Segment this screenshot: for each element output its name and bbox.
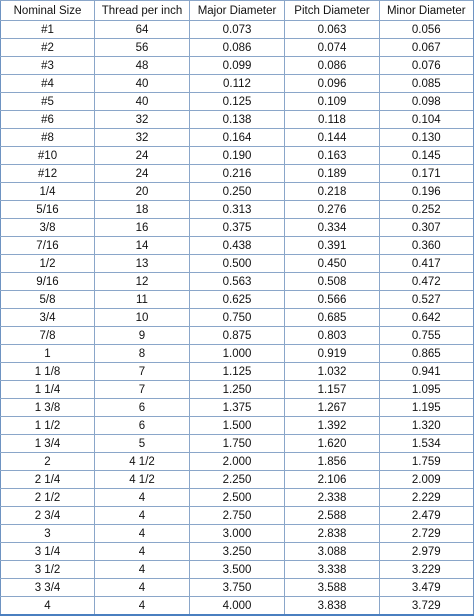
header-minor-diameter: Minor Diameter bbox=[380, 1, 474, 21]
minor-diameter-cell: 0.865 bbox=[380, 345, 474, 363]
nominal-size-cell: 3/8 bbox=[1, 219, 95, 237]
minor-diameter-cell: 1.759 bbox=[380, 453, 474, 471]
minor-diameter-cell: 2.729 bbox=[380, 525, 474, 543]
table-row bbox=[1, 453, 474, 471]
nominal-size-cell: 7/16 bbox=[1, 237, 95, 255]
table-row bbox=[1, 219, 474, 237]
pitch-diameter-cell: 0.063 bbox=[285, 21, 380, 39]
pitch-diameter-cell: 0.189 bbox=[285, 165, 380, 183]
nominal-size-cell: #12 bbox=[1, 165, 95, 183]
minor-diameter-cell: 0.076 bbox=[380, 57, 474, 75]
minor-diameter-cell: 0.642 bbox=[380, 309, 474, 327]
table-row bbox=[1, 21, 474, 39]
major-diameter-cell: 0.250 bbox=[190, 183, 285, 201]
nominal-size-cell: 2 1/2 bbox=[1, 489, 95, 507]
table-row bbox=[1, 381, 474, 399]
minor-diameter-cell: 0.941 bbox=[380, 363, 474, 381]
table-row bbox=[1, 273, 474, 291]
table-row bbox=[1, 201, 474, 219]
minor-diameter-cell: 0.104 bbox=[380, 111, 474, 129]
major-diameter-cell: 0.164 bbox=[190, 129, 285, 147]
minor-diameter-cell: 0.067 bbox=[380, 39, 474, 57]
thread-per-inch-cell: 32 bbox=[95, 111, 190, 129]
minor-diameter-cell: 0.196 bbox=[380, 183, 474, 201]
major-diameter-cell: 1.500 bbox=[190, 417, 285, 435]
table-row bbox=[1, 255, 474, 273]
thread-per-inch-cell: 4 1/2 bbox=[95, 453, 190, 471]
major-diameter-cell: 0.112 bbox=[190, 75, 285, 93]
nominal-size-cell: 3/4 bbox=[1, 309, 95, 327]
nominal-size-cell: 1/4 bbox=[1, 183, 95, 201]
thread-per-inch-cell: 8 bbox=[95, 345, 190, 363]
nominal-size-cell: #10 bbox=[1, 147, 95, 165]
major-diameter-cell: 1.375 bbox=[190, 399, 285, 417]
major-diameter-cell: 1.000 bbox=[190, 345, 285, 363]
header-thread-per-inch: Thread per inch bbox=[95, 1, 190, 21]
pitch-diameter-cell: 0.919 bbox=[285, 345, 380, 363]
thread-per-inch-cell: 4 bbox=[95, 579, 190, 597]
table-row bbox=[1, 417, 474, 435]
table-row bbox=[1, 435, 474, 453]
thread-per-inch-cell: 4 bbox=[95, 561, 190, 579]
pitch-diameter-cell: 0.803 bbox=[285, 327, 380, 345]
pitch-diameter-cell: 1.620 bbox=[285, 435, 380, 453]
major-diameter-cell: 1.125 bbox=[190, 363, 285, 381]
pitch-diameter-cell: 0.508 bbox=[285, 273, 380, 291]
minor-diameter-cell: 0.130 bbox=[380, 129, 474, 147]
major-diameter-cell: 0.750 bbox=[190, 309, 285, 327]
pitch-diameter-cell: 0.276 bbox=[285, 201, 380, 219]
thread-per-inch-cell: 20 bbox=[95, 183, 190, 201]
thread-per-inch-cell: 11 bbox=[95, 291, 190, 309]
thread-per-inch-cell: 10 bbox=[95, 309, 190, 327]
nominal-size-cell: 5/8 bbox=[1, 291, 95, 309]
pitch-diameter-cell: 0.118 bbox=[285, 111, 380, 129]
table-row bbox=[1, 57, 474, 75]
nominal-size-cell: 3 3/4 bbox=[1, 579, 95, 597]
header-row bbox=[1, 1, 474, 21]
thread-per-inch-cell: 9 bbox=[95, 327, 190, 345]
pitch-diameter-cell: 1.032 bbox=[285, 363, 380, 381]
minor-diameter-cell: 1.320 bbox=[380, 417, 474, 435]
table-row bbox=[1, 183, 474, 201]
major-diameter-cell: 0.625 bbox=[190, 291, 285, 309]
header-nominal-size: Nominal Size bbox=[1, 1, 95, 21]
thread-per-inch-cell: 40 bbox=[95, 75, 190, 93]
minor-diameter-cell: 1.195 bbox=[380, 399, 474, 417]
pitch-diameter-cell: 0.163 bbox=[285, 147, 380, 165]
minor-diameter-cell: 0.145 bbox=[380, 147, 474, 165]
nominal-size-cell: #6 bbox=[1, 111, 95, 129]
nominal-size-cell: 4 bbox=[1, 597, 95, 616]
nominal-size-cell: 1 1/2 bbox=[1, 417, 95, 435]
nominal-size-cell: 2 1/4 bbox=[1, 471, 95, 489]
minor-diameter-cell: 2.009 bbox=[380, 471, 474, 489]
table-row bbox=[1, 363, 474, 381]
thread-per-inch-cell: 7 bbox=[95, 381, 190, 399]
table-row bbox=[1, 237, 474, 255]
pitch-diameter-cell: 3.588 bbox=[285, 579, 380, 597]
pitch-diameter-cell: 0.685 bbox=[285, 309, 380, 327]
pitch-diameter-cell: 0.074 bbox=[285, 39, 380, 57]
table-header bbox=[1, 1, 474, 21]
table-row bbox=[1, 507, 474, 525]
table-row bbox=[1, 111, 474, 129]
major-diameter-cell: 0.073 bbox=[190, 21, 285, 39]
pitch-diameter-cell: 3.338 bbox=[285, 561, 380, 579]
major-diameter-cell: 3.500 bbox=[190, 561, 285, 579]
table-row bbox=[1, 327, 474, 345]
table-row bbox=[1, 309, 474, 327]
pitch-diameter-cell: 0.109 bbox=[285, 93, 380, 111]
major-diameter-cell: 2.750 bbox=[190, 507, 285, 525]
table-row bbox=[1, 129, 474, 147]
table-row bbox=[1, 345, 474, 363]
pitch-diameter-cell: 1.267 bbox=[285, 399, 380, 417]
table-row bbox=[1, 39, 474, 57]
minor-diameter-cell: 0.085 bbox=[380, 75, 474, 93]
minor-diameter-cell: 0.307 bbox=[380, 219, 474, 237]
minor-diameter-cell: 1.534 bbox=[380, 435, 474, 453]
pitch-diameter-cell: 0.566 bbox=[285, 291, 380, 309]
nominal-size-cell: 1/2 bbox=[1, 255, 95, 273]
nominal-size-cell: 3 1/2 bbox=[1, 561, 95, 579]
pitch-diameter-cell: 0.218 bbox=[285, 183, 380, 201]
nominal-size-cell: 9/16 bbox=[1, 273, 95, 291]
major-diameter-cell: 2.500 bbox=[190, 489, 285, 507]
nominal-size-cell: 7/8 bbox=[1, 327, 95, 345]
pitch-diameter-cell: 2.338 bbox=[285, 489, 380, 507]
minor-diameter-cell: 2.979 bbox=[380, 543, 474, 561]
nominal-size-cell: #1 bbox=[1, 21, 95, 39]
pitch-diameter-cell: 0.144 bbox=[285, 129, 380, 147]
thread-per-inch-cell: 40 bbox=[95, 93, 190, 111]
pitch-diameter-cell: 1.157 bbox=[285, 381, 380, 399]
nominal-size-cell: #5 bbox=[1, 93, 95, 111]
major-diameter-cell: 0.563 bbox=[190, 273, 285, 291]
table-row bbox=[1, 471, 474, 489]
major-diameter-cell: 3.000 bbox=[190, 525, 285, 543]
table-row bbox=[1, 165, 474, 183]
pitch-diameter-cell: 0.096 bbox=[285, 75, 380, 93]
major-diameter-cell: 0.125 bbox=[190, 93, 285, 111]
major-diameter-cell: 3.750 bbox=[190, 579, 285, 597]
nominal-size-cell: 1 bbox=[1, 345, 95, 363]
nominal-size-cell: 1 1/8 bbox=[1, 363, 95, 381]
thread-per-inch-cell: 14 bbox=[95, 237, 190, 255]
major-diameter-cell: 0.500 bbox=[190, 255, 285, 273]
major-diameter-cell: 0.216 bbox=[190, 165, 285, 183]
table-body bbox=[1, 21, 474, 616]
minor-diameter-cell: 1.095 bbox=[380, 381, 474, 399]
table-row bbox=[1, 75, 474, 93]
minor-diameter-cell: 0.098 bbox=[380, 93, 474, 111]
minor-diameter-cell: 0.056 bbox=[380, 21, 474, 39]
nominal-size-cell: 2 bbox=[1, 453, 95, 471]
minor-diameter-cell: 3.229 bbox=[380, 561, 474, 579]
table-row bbox=[1, 489, 474, 507]
nominal-size-cell: 3 bbox=[1, 525, 95, 543]
thread-per-inch-cell: 64 bbox=[95, 21, 190, 39]
thread-per-inch-cell: 4 bbox=[95, 507, 190, 525]
major-diameter-cell: 0.438 bbox=[190, 237, 285, 255]
major-diameter-cell: 2.250 bbox=[190, 471, 285, 489]
pitch-diameter-cell: 0.391 bbox=[285, 237, 380, 255]
thread-per-inch-cell: 4 1/2 bbox=[95, 471, 190, 489]
nominal-size-cell: 3 1/4 bbox=[1, 543, 95, 561]
thread-per-inch-cell: 18 bbox=[95, 201, 190, 219]
table-row bbox=[1, 525, 474, 543]
thread-per-inch-cell: 5 bbox=[95, 435, 190, 453]
pitch-diameter-cell: 0.334 bbox=[285, 219, 380, 237]
minor-diameter-cell: 2.229 bbox=[380, 489, 474, 507]
major-diameter-cell: 0.375 bbox=[190, 219, 285, 237]
minor-diameter-cell: 3.729 bbox=[380, 597, 474, 616]
pitch-diameter-cell: 2.838 bbox=[285, 525, 380, 543]
table-row bbox=[1, 93, 474, 111]
nominal-size-cell: #2 bbox=[1, 39, 95, 57]
table-row bbox=[1, 147, 474, 165]
thread-per-inch-cell: 24 bbox=[95, 165, 190, 183]
thread-per-inch-cell: 12 bbox=[95, 273, 190, 291]
thread-per-inch-cell: 32 bbox=[95, 129, 190, 147]
nominal-size-cell: #3 bbox=[1, 57, 95, 75]
nominal-size-cell: 1 1/4 bbox=[1, 381, 95, 399]
table-row bbox=[1, 579, 474, 597]
thread-per-inch-cell: 4 bbox=[95, 489, 190, 507]
table-row bbox=[1, 399, 474, 417]
nominal-size-cell: 1 3/8 bbox=[1, 399, 95, 417]
pitch-diameter-cell: 0.086 bbox=[285, 57, 380, 75]
major-diameter-cell: 1.750 bbox=[190, 435, 285, 453]
nominal-size-cell: 5/16 bbox=[1, 201, 95, 219]
major-diameter-cell: 0.138 bbox=[190, 111, 285, 129]
minor-diameter-cell: 0.755 bbox=[380, 327, 474, 345]
thread-per-inch-cell: 13 bbox=[95, 255, 190, 273]
header-pitch-diameter: Pitch Diameter bbox=[285, 1, 380, 21]
thread-per-inch-cell: 7 bbox=[95, 363, 190, 381]
major-diameter-cell: 1.250 bbox=[190, 381, 285, 399]
table-row bbox=[1, 291, 474, 309]
header-major-diameter: Major Diameter bbox=[190, 1, 285, 21]
pitch-diameter-cell: 1.856 bbox=[285, 453, 380, 471]
thread-per-inch-cell: 4 bbox=[95, 543, 190, 561]
minor-diameter-cell: 3.479 bbox=[380, 579, 474, 597]
minor-diameter-cell: 0.360 bbox=[380, 237, 474, 255]
major-diameter-cell: 0.313 bbox=[190, 201, 285, 219]
thread-per-inch-cell: 48 bbox=[95, 57, 190, 75]
thread-per-inch-cell: 4 bbox=[95, 525, 190, 543]
minor-diameter-cell: 0.417 bbox=[380, 255, 474, 273]
thread-per-inch-cell: 6 bbox=[95, 417, 190, 435]
minor-diameter-cell: 0.527 bbox=[380, 291, 474, 309]
minor-diameter-cell: 0.171 bbox=[380, 165, 474, 183]
major-diameter-cell: 0.086 bbox=[190, 39, 285, 57]
pitch-diameter-cell: 3.838 bbox=[285, 597, 380, 616]
minor-diameter-cell: 0.472 bbox=[380, 273, 474, 291]
major-diameter-cell: 0.190 bbox=[190, 147, 285, 165]
table-row bbox=[1, 543, 474, 561]
major-diameter-cell: 4.000 bbox=[190, 597, 285, 616]
nominal-size-cell: #8 bbox=[1, 129, 95, 147]
pitch-diameter-cell: 0.450 bbox=[285, 255, 380, 273]
major-diameter-cell: 3.250 bbox=[190, 543, 285, 561]
table-row bbox=[1, 561, 474, 579]
pitch-diameter-cell: 2.106 bbox=[285, 471, 380, 489]
major-diameter-cell: 0.099 bbox=[190, 57, 285, 75]
thread-per-inch-cell: 56 bbox=[95, 39, 190, 57]
thread-per-inch-cell: 24 bbox=[95, 147, 190, 165]
pitch-diameter-cell: 2.588 bbox=[285, 507, 380, 525]
nominal-size-cell: #4 bbox=[1, 75, 95, 93]
major-diameter-cell: 0.875 bbox=[190, 327, 285, 345]
thread-per-inch-cell: 6 bbox=[95, 399, 190, 417]
thread-per-inch-cell: 16 bbox=[95, 219, 190, 237]
thread-per-inch-cell: 4 bbox=[95, 597, 190, 616]
nominal-size-cell: 1 3/4 bbox=[1, 435, 95, 453]
minor-diameter-cell: 0.252 bbox=[380, 201, 474, 219]
pitch-diameter-cell: 3.088 bbox=[285, 543, 380, 561]
nominal-size-cell: 2 3/4 bbox=[1, 507, 95, 525]
major-diameter-cell: 2.000 bbox=[190, 453, 285, 471]
minor-diameter-cell: 2.479 bbox=[380, 507, 474, 525]
pitch-diameter-cell: 1.392 bbox=[285, 417, 380, 435]
